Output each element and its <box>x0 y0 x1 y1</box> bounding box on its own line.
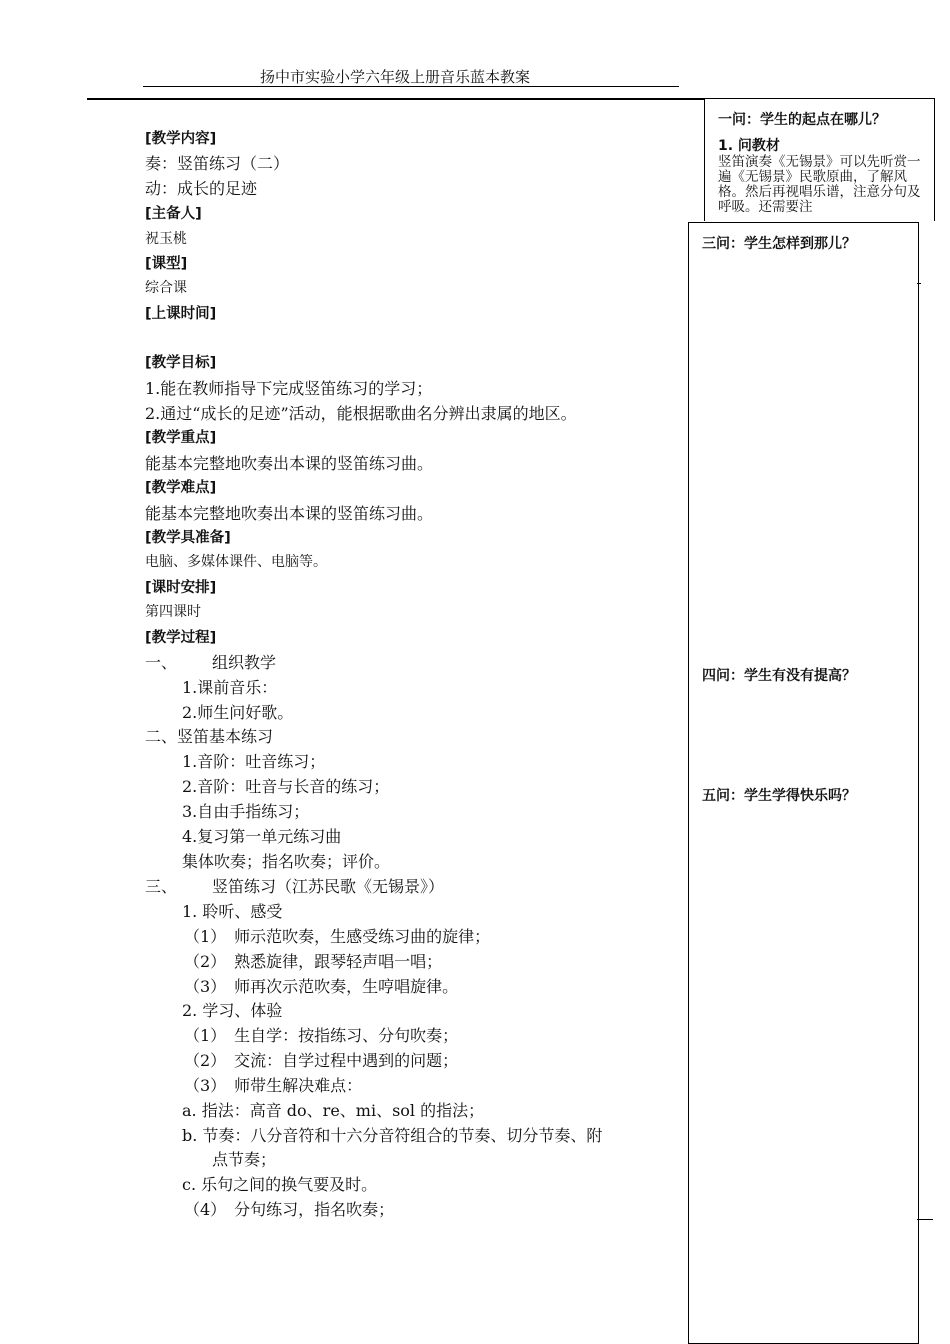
schedule-label: [课时安排] <box>145 580 217 596</box>
section-2-item-2: 2.音阶：吐音与长音的练习； <box>182 777 390 796</box>
difficulty-label: [教学难点] <box>145 480 217 496</box>
header-title: 扬中市实验小学六年级上册音乐蓝本教案 <box>260 68 531 86</box>
section-3-step-1c: （3） 师再次示范吹奏，生哼唱旋律。 <box>184 977 459 996</box>
section-1-title: 组织教学 <box>212 653 277 672</box>
question-1-text: 竖笛演奏《无锡景》可以先听赏一遍《无锡景》民歌原曲，了解风格。然后再视唱乐谱，注意分句及呼吸。还需要注 <box>718 154 921 215</box>
section-2-item-3: 3.自由手指练习； <box>182 802 310 821</box>
side-box-question-1 <box>704 98 935 221</box>
question-3-heading: 三问：学生怎样到那儿？ <box>702 236 856 252</box>
time-label: [上课时间] <box>145 306 217 322</box>
section-2-title: 二、竖笛基本练习 <box>145 727 274 746</box>
section-3-step-4: （4） 分句练习，指名吹奏； <box>184 1200 395 1219</box>
section-1-item-1: 1.课前音乐： <box>182 678 278 697</box>
question-1-heading: 一问：学生的起点在哪儿？ <box>718 112 886 128</box>
section-1-item-2: 2.师生问好歌。 <box>182 703 294 722</box>
section-3-step-2a: （1） 生自学：按指练习、分句吹奏； <box>184 1026 459 1045</box>
section-3-step-1b: （2） 熟悉旋律，跟琴轻声唱一唱； <box>184 952 443 971</box>
section-3-point-b-line1: b. 节奏：八分音符和十六分音符组合的节奏、切分节奏、附 <box>182 1126 603 1145</box>
table-edge-mark <box>917 283 921 284</box>
question-5-heading: 五问：学生学得快乐吗？ <box>702 788 856 804</box>
tools-value: 电脑、多媒体课件、电脑等。 <box>145 554 327 570</box>
content-line-1: 奏：竖笛练习（二） <box>145 154 290 173</box>
section-3-step-1a: （1） 师示范吹奏，生感受练习曲的旋律； <box>184 927 491 946</box>
section-3-step-2c: （3） 师带生解决难点： <box>184 1076 363 1095</box>
process-label: [教学过程] <box>145 630 217 646</box>
section-2-item-4: 4.复习第一单元练习曲 <box>182 827 342 846</box>
key-point: 能基本完整地吹奏出本课的竖笛练习曲。 <box>145 454 434 473</box>
goals-label: [教学目标] <box>145 355 217 371</box>
content-line-2: 动：成长的足迹 <box>145 179 258 198</box>
goal-1: 1.能在教师指导下完成竖笛练习的学习； <box>145 379 433 398</box>
section-3-title: 竖笛练习（江苏民歌《无锡景》） <box>212 877 445 896</box>
section-2-item-1: 1.音阶：吐音练习； <box>182 752 326 771</box>
section-3-point-b-line2: 点节奏； <box>212 1150 277 1169</box>
goal-2: 2.通过“成长的足迹”活动，能根据歌曲名分辨出隶属的地区。 <box>145 404 577 423</box>
section-3-number: 三、 <box>145 877 178 896</box>
schedule-value: 第四课时 <box>145 604 201 620</box>
side-box-questions-3-5 <box>688 222 919 1344</box>
preparer-label: [主备人] <box>145 206 202 222</box>
section-3-step-2: 2. 学习、体验 <box>182 1001 283 1020</box>
tools-label: [教学具准备] <box>145 530 231 546</box>
preparer-name: 祝玉桃 <box>145 231 187 247</box>
question-4-heading: 四问：学生有没有提高？ <box>702 668 856 684</box>
content-label: [教学内容] <box>145 131 217 147</box>
type-value: 综合课 <box>145 280 187 296</box>
header-underline <box>143 86 679 87</box>
table-edge-mark <box>917 1219 933 1220</box>
section-2-item-5: 集体吹奏；指名吹奏；评价。 <box>182 852 391 871</box>
key-label: [教学重点] <box>145 430 217 446</box>
section-1-number: 一、 <box>145 653 178 672</box>
question-1-subheading: 1. 问教材 <box>718 138 780 154</box>
section-3-point-c: c. 乐句之间的换气要及时。 <box>182 1175 378 1194</box>
section-3-step-2b: （2） 交流：自学过程中遇到的问题； <box>184 1051 459 1070</box>
type-label: [课型] <box>145 256 188 272</box>
section-3-step-1: 1. 聆听、感受 <box>182 902 283 921</box>
section-3-point-a: a. 指法：高音 do、re、mi、sol 的指法； <box>182 1101 485 1120</box>
difficulty-point: 能基本完整地吹奏出本课的竖笛练习曲。 <box>145 504 434 523</box>
